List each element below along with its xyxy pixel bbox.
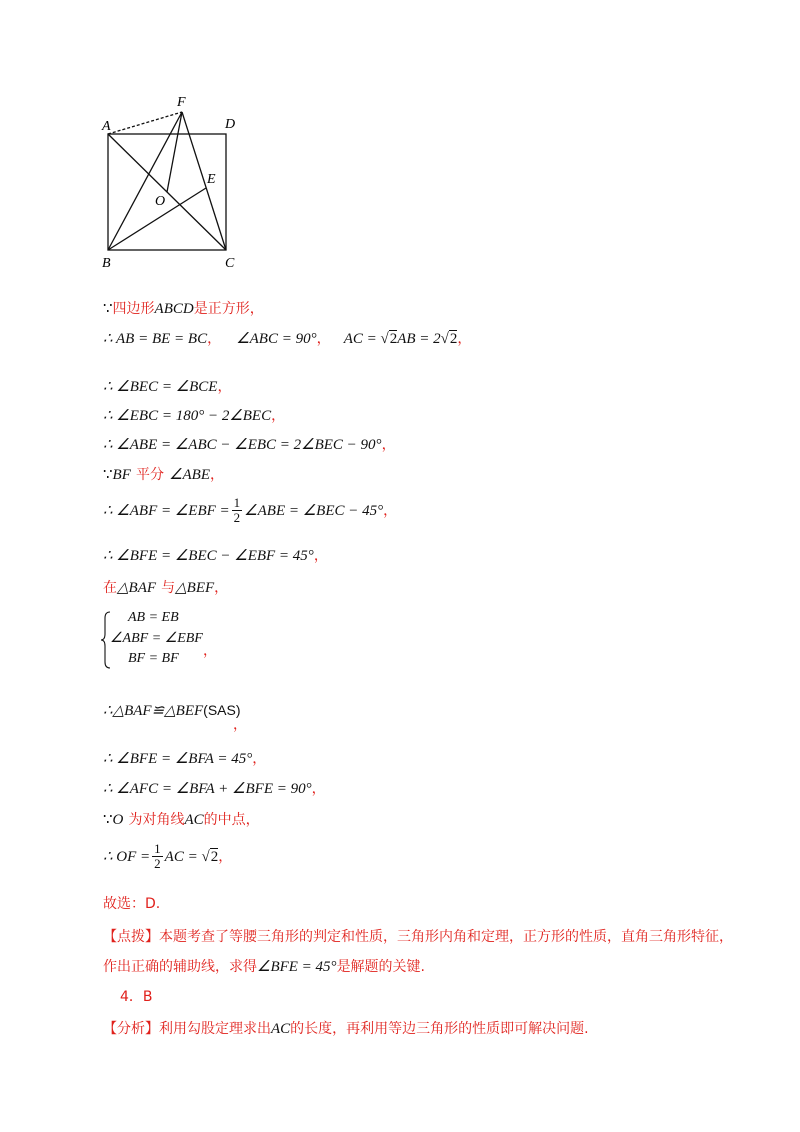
math: ∠ABC = 90° bbox=[236, 331, 317, 347]
numerator: 1 bbox=[154, 841, 161, 856]
line-12 bbox=[103, 778, 326, 798]
math: ∴ ∠BFE = ∠BEC − ∠EBF = 45° bbox=[103, 548, 314, 564]
line-4 bbox=[103, 405, 285, 425]
radicand: 2 bbox=[389, 331, 398, 347]
math: ∴ OF = bbox=[103, 849, 151, 865]
sqrt: √2 bbox=[380, 331, 398, 347]
analysis-line bbox=[103, 1018, 589, 1038]
math: AC = bbox=[343, 331, 381, 347]
text: 的中点， bbox=[203, 812, 260, 828]
label-a: A bbox=[102, 119, 111, 134]
label-e: E bbox=[207, 172, 216, 187]
comma: ， bbox=[316, 331, 331, 347]
line-9 bbox=[103, 577, 228, 597]
comment-tag: 【点拨】 bbox=[103, 929, 159, 945]
math: ∴△BAF≌△BEF bbox=[103, 703, 204, 719]
segment-af bbox=[108, 112, 182, 134]
line-6 bbox=[103, 464, 224, 484]
label-f: F bbox=[177, 95, 186, 110]
comment-line-1 bbox=[103, 926, 733, 946]
line-8 bbox=[103, 545, 328, 565]
text: 在 bbox=[103, 580, 117, 596]
comment-text: 本题考查了等腰三角形的判定和性质，三角形内角和定理，正方形的性质，直角三角形特征， bbox=[159, 929, 733, 945]
segment-fb bbox=[108, 112, 182, 250]
sqrt: √2 bbox=[440, 331, 458, 347]
system-row: AB = EB bbox=[128, 610, 179, 625]
analysis-text: 利用勾股定理求出 bbox=[159, 1021, 271, 1037]
math: ∠ABE = ∠BEC − 45° bbox=[244, 503, 384, 519]
radicand: 2 bbox=[449, 331, 458, 347]
system-row: BF = BF bbox=[128, 651, 179, 666]
line-3 bbox=[103, 376, 231, 396]
label-c: C bbox=[225, 256, 235, 270]
comma: ， bbox=[207, 331, 222, 347]
text: 是正方形， bbox=[193, 301, 264, 317]
line-5 bbox=[103, 434, 396, 454]
because-symbol: ∵ bbox=[103, 467, 113, 483]
math: ∴ ∠ABE = ∠ABC − ∠EBC = 2∠BEC − 90° bbox=[103, 437, 382, 453]
math: AB = 2 bbox=[397, 331, 441, 347]
label-d: D bbox=[225, 117, 236, 132]
comma: ， bbox=[203, 643, 217, 659]
fraction bbox=[152, 842, 163, 871]
comma: ， bbox=[271, 408, 286, 424]
math: △BEF bbox=[175, 580, 215, 596]
comma: ， bbox=[313, 548, 328, 564]
equation-system bbox=[108, 610, 218, 670]
denominator: 2 bbox=[233, 510, 241, 525]
comma: ， bbox=[233, 717, 247, 733]
comment-line-2 bbox=[103, 956, 425, 976]
math: O bbox=[112, 812, 124, 828]
math: AC = bbox=[164, 849, 202, 865]
line-1 bbox=[103, 298, 264, 318]
radicand: 2 bbox=[210, 849, 219, 865]
comma: ， bbox=[457, 331, 472, 347]
math: AC bbox=[184, 812, 204, 828]
line-13 bbox=[103, 809, 260, 829]
segment-fo bbox=[167, 112, 182, 192]
math: ∴ ∠EBC = 180° − 2∠BEC bbox=[103, 408, 272, 424]
math: △BAF bbox=[117, 580, 157, 596]
analysis-text: 的长度，再利用等边三角形的性质即可解决问题. bbox=[290, 1021, 589, 1037]
comma: ， bbox=[252, 751, 267, 767]
numerator: 1 bbox=[233, 495, 241, 510]
because-symbol: ∵ bbox=[103, 812, 113, 828]
text: 平分 bbox=[135, 467, 164, 483]
denominator: 2 bbox=[154, 856, 161, 871]
math: ∴ ∠BEC = ∠BCE bbox=[103, 379, 218, 395]
math: ∴ ∠BFE = ∠BFA = 45° bbox=[103, 751, 253, 767]
math: ∴ ∠ABF = ∠EBF = bbox=[103, 503, 230, 519]
answer-line: 故选：D. bbox=[103, 896, 161, 912]
sas-label: (SAS) bbox=[203, 702, 241, 718]
math: ∴ ∠AFC = ∠BFA + ∠BFE = 90° bbox=[103, 781, 312, 797]
comma: ， bbox=[381, 437, 396, 453]
geometry-figure bbox=[95, 90, 255, 270]
math: AC bbox=[271, 1021, 291, 1037]
question-4-answer: 4．B bbox=[120, 989, 153, 1005]
system-row: ∠ABF = ∠EBF bbox=[110, 631, 203, 646]
comment-text: 是解题的关键. bbox=[336, 959, 426, 975]
line-11 bbox=[103, 748, 266, 768]
comma: ， bbox=[383, 503, 398, 519]
comma: ， bbox=[210, 467, 224, 483]
segment-fc bbox=[182, 112, 226, 250]
fraction bbox=[232, 496, 243, 525]
comma: ， bbox=[217, 379, 232, 395]
math: ∴ AB = BE = BC bbox=[103, 331, 208, 347]
label-b: B bbox=[102, 256, 111, 270]
comma: ， bbox=[311, 781, 326, 797]
text: 四边形 bbox=[112, 301, 155, 317]
analysis-tag: 【分析】 bbox=[103, 1021, 159, 1037]
comment-text: 作出正确的辅助线，求得 bbox=[103, 959, 257, 975]
line-10 bbox=[103, 700, 241, 720]
math: BF bbox=[112, 467, 131, 483]
math: ∠BFE = 45° bbox=[257, 959, 337, 975]
line-14 bbox=[103, 842, 232, 871]
sqrt: √2 bbox=[201, 849, 219, 865]
comma: ， bbox=[218, 849, 233, 865]
math: ABCD bbox=[154, 301, 194, 317]
because-symbol: ∵ bbox=[103, 301, 113, 317]
text: 为对角线 bbox=[128, 812, 185, 828]
line-2 bbox=[103, 328, 471, 348]
text: 与 bbox=[161, 580, 176, 596]
comma: ， bbox=[214, 580, 229, 596]
math: ∠ABE bbox=[169, 467, 210, 483]
label-o: O bbox=[155, 194, 166, 209]
line-7 bbox=[103, 496, 397, 525]
